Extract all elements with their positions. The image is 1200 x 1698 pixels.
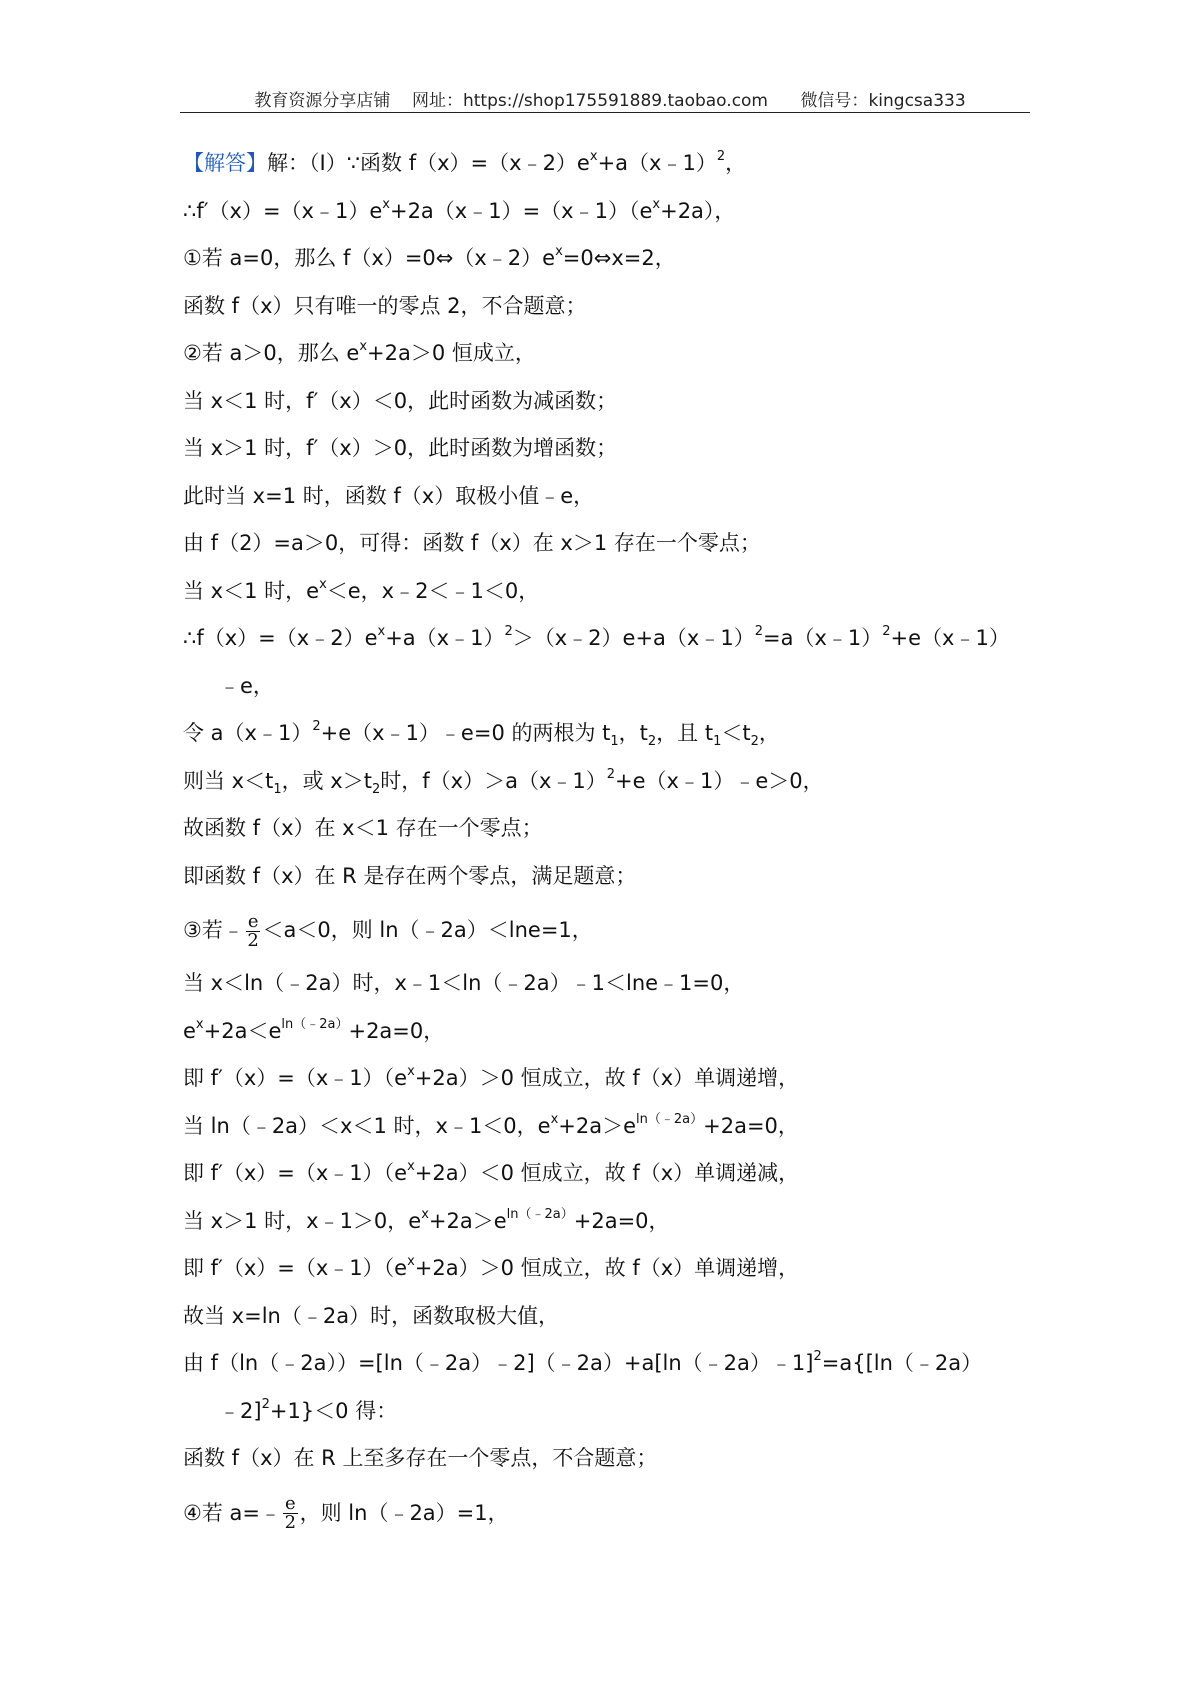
line-20: 即 $f'(x)=(x﹣1)(e^x+2a)>0$ 恒成立，故 f（x）单调递增，: [183, 1064, 800, 1090]
line-18: 当 x＜ln（﹣2a）时，x﹣1＜ln（﹣2a）﹣1＜lne﹣1=0，: [183, 971, 745, 995]
line-6: 当 x＜1 时，f′（x）＜0，此时函数为减函数；: [183, 388, 618, 413]
header-divider: [180, 112, 1030, 113]
line-9: 由 f（2）=a＞0，可得：函数 f（x）在 x＞1 存在一个零点；: [183, 531, 761, 555]
line-29: ④若 a=﹣ $\frac{e}{2}$ ，则 ln（﹣2a）=1，: [183, 1493, 509, 1533]
line-25: 故当 x=ln（﹣2a）时，函数取极大值，: [183, 1303, 560, 1328]
line-8: 此时当 x=1 时，函数 f（x）取极小值﹣e，: [183, 483, 595, 508]
line-10: 当 x＜1 时，$e^x<e$，x﹣2＜﹣1＜0，: [183, 576, 540, 603]
line-24: 即 $f'(x)=(x﹣1)(e^x+2a)>0$ 恒成立，故 f（x）单调递增，: [183, 1254, 800, 1280]
line-19: $e^x+2a<e^{ln(﹣2a)}+2a=0$，: [183, 1016, 445, 1043]
line-5: ②若 a＞0，那么 $e^x+2a>0$ 恒成立，: [183, 339, 536, 365]
line-27: ﹣2]$^2$+1}＜0 得：: [219, 1396, 398, 1423]
shop-name: 教育资源分享店铺: [254, 91, 391, 111]
line-16: 即函数 f（x）在 R 是存在两个零点，满足题意；: [183, 863, 637, 888]
fraction-e-over-2: $\frac{e}{2}$: [247, 910, 259, 951]
line-17: ③若﹣ $\frac{e}{2}$ ＜a＜0，则 ln（﹣2a）＜lne=1，: [183, 910, 593, 951]
line-21: 当 ln（﹣2a）＜x＜1 时，x﹣1＜0，$e^x+2a>e^{ln(﹣2a)}+2a=0$，: [183, 1111, 799, 1138]
line-1: 【解答】解：（Ⅰ）∵函数 $f(x)=(x﹣2)e^x+a(x﹣1)^2$，: [183, 149, 747, 175]
line-14: 则当 $x<t_1$，或 $x>t_2$时，f（x）＞a（x﹣1）$^2$+e（x﹣1）﹣e＞0，: [183, 766, 824, 797]
line-4: 函数 f（x）只有唯一的零点 2，不合题意；: [183, 293, 587, 318]
line-11: $\therefore f(x)=(x﹣2)e^x+a(x﹣1)^2>(x﹣2)e+a(x﹣1)^2=a(x﹣1)^2+e(x﹣1)$: [183, 624, 1010, 650]
line-22: 即 $f'(x)=(x﹣1)(e^x+2a)<0$ 恒成立，故 f（x）单调递减，: [183, 1159, 800, 1185]
fraction-e-over-2: $\frac{e}{2}$: [284, 1493, 297, 1533]
line-12: ﹣e，: [219, 673, 274, 698]
wechat-id: kingcsa333: [868, 91, 966, 111]
page-header: [180, 86, 1040, 111]
line-15: 故函数 f（x）在 x＜1 存在一个零点；: [183, 816, 543, 840]
line-28: 函数 f（x）在 R 上至多存在一个零点，不合题意；: [183, 1446, 658, 1470]
line-23: 当 x＞1 时，x﹣1＞0，$e^x+2a>e^{ln(﹣2a)}+2a=0$，: [183, 1206, 670, 1233]
line-13: 令 a（x﹣1）$^2$+e（x﹣1）﹣e=0 的两根为 $t_1$，$t_2$，且 $t_1<t_2$，: [183, 719, 780, 750]
solution-body: [183, 140, 1063, 1543]
line-3: ①若 a=0，那么 $f(x)=0\Leftrightarrow(x﹣2)e^x=0\Leftrightarrow x=2$，: [183, 244, 676, 270]
wechat-label: 微信号：: [800, 91, 869, 111]
answer-tag: 【解答】: [183, 151, 267, 175]
shop-url[interactable]: https://shop175591889.taobao.com: [462, 91, 768, 111]
line-7: 当 x＞1 时，f′（x）＞0，此时函数为增函数；: [183, 436, 618, 460]
line-26: 由 f（ln（﹣2a））=[ln（﹣2a）﹣2]（﹣2a）+a[ln（﹣2a）﹣1]$^2$=a{[ln（﹣2a）: [183, 1349, 983, 1375]
line-2: $\therefore f'(x)=(x﹣1)e^x+2a(x﹣1)=(x﹣1)(e^x+2a)$，: [183, 196, 736, 223]
site-label: 网址：: [411, 91, 463, 111]
